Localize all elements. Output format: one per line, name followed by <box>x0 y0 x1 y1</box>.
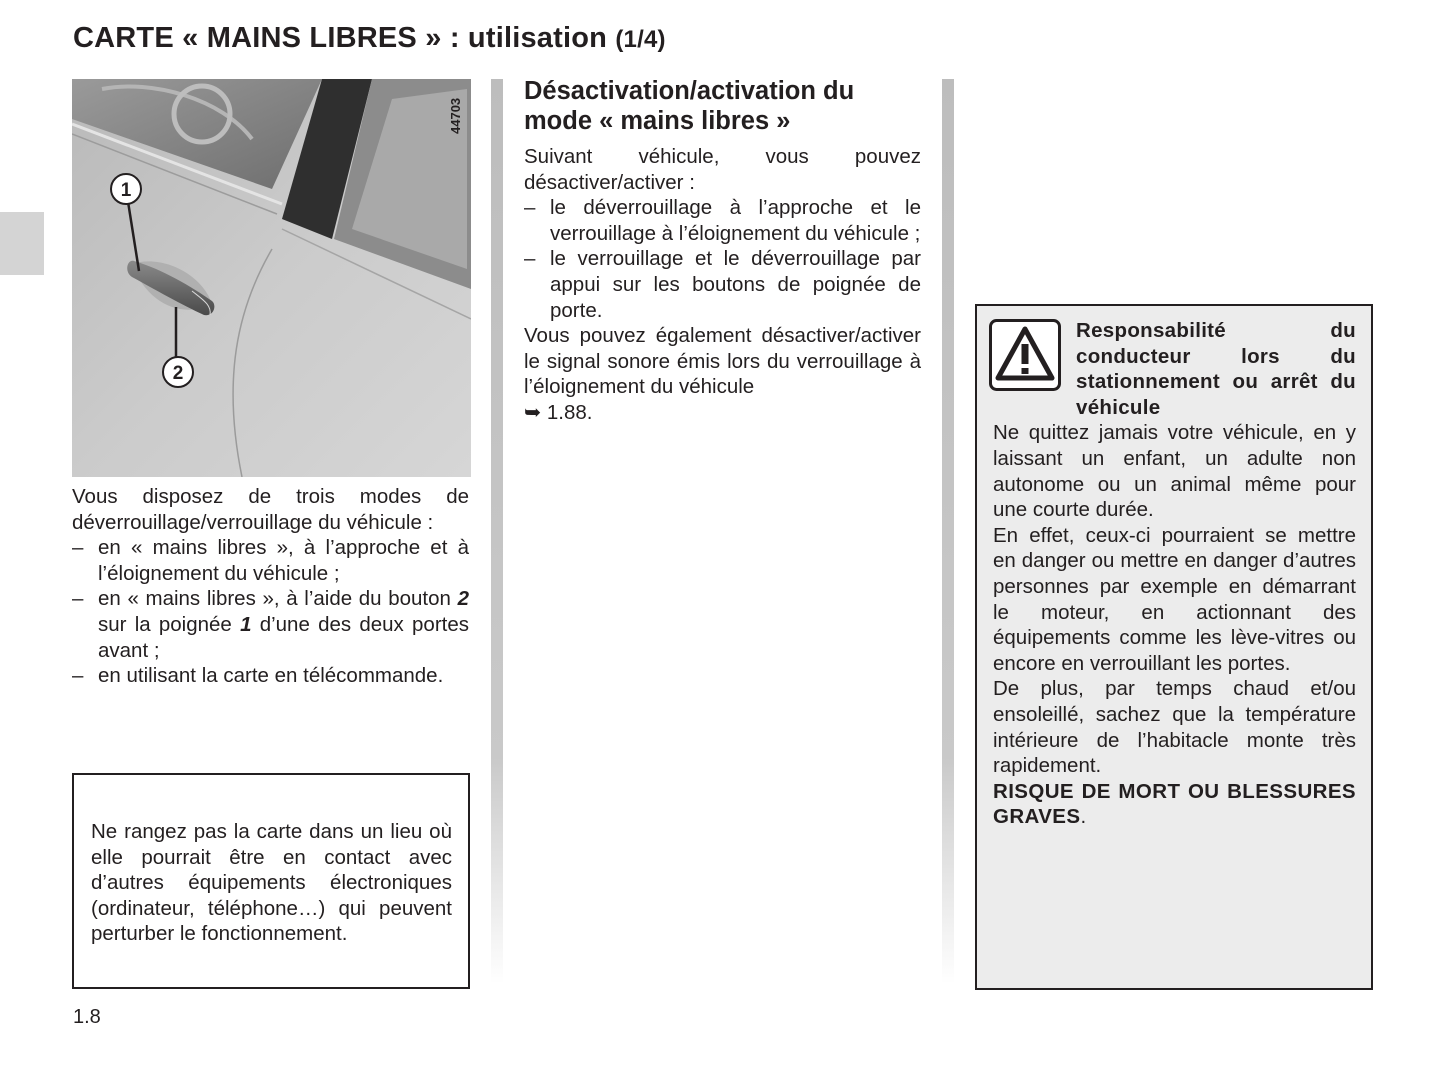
warning-paragraph: De plus, par temps chaud et/ou ensoleillé, sachez que la température intérieure de l’habitacle monte très rapidement. <box>993 677 1356 778</box>
section-heading: Désactivation/activation du mode « mains libres » <box>524 77 855 135</box>
list-item <box>72 663 469 689</box>
note-text: Ne rangez pas la carte dans un lieu où elle pourrait être en contact avec d’autres équipements électroniques (ordinateur, téléphone…) qui peuvent perturber le fonctionnement. <box>91 820 452 946</box>
section-intro: Suivant véhicule, vous pouvez désactiver/activer : <box>524 145 921 194</box>
list-item <box>72 535 469 586</box>
modes-intro: Vous disposez de trois modes de déverrouillage/verrouillage du véhicule : <box>72 485 469 534</box>
handle-reference: 1 <box>240 612 252 636</box>
list-item <box>72 586 469 663</box>
outro-text: Vous pouvez également désactiver/activer le signal sonore émis lors du verrouillage à l’éloignement du véhicule <box>524 324 921 399</box>
warning-risk: RISQUE DE MORT OU BLESSURES GRAVES <box>993 779 1356 829</box>
list-dash: – <box>524 196 536 220</box>
warning-paragraph: Ne quittez jamais votre véhicule, en y laissant un enfant, un adulte non autonome ou un animal même pour une courte durée. <box>993 421 1356 522</box>
list-item-text: le verrouillage et le déverrouillage par appui sur les boutons de poignée de porte. <box>550 247 921 322</box>
modes-list <box>72 535 469 689</box>
door-handle-figure <box>72 79 471 477</box>
page-title-main: CARTE « MAINS LIBRES » : utilisation <box>73 22 608 54</box>
section-outro <box>524 323 921 425</box>
chapter-tab <box>0 212 44 275</box>
button-reference: 2 <box>457 587 469 611</box>
callout-2-label: 2 <box>172 363 184 384</box>
warning-triangle-icon <box>989 319 1061 391</box>
column-separator-right <box>942 79 954 984</box>
figure-reference-code: 44703 <box>448 97 463 134</box>
callout-1-label: 1 <box>120 180 132 201</box>
list-item <box>524 246 921 323</box>
warning-risk-line <box>993 779 1356 830</box>
door-handle-illustration <box>72 79 471 477</box>
column-separator-left <box>491 79 503 984</box>
list-item-text: en « mains libres », à l’approche et à l’éloignement du véhicule ; <box>98 536 469 585</box>
cross-reference-arrow-icon: ➥ <box>524 400 542 424</box>
list-item-text: en utilisant la carte en télécommande. <box>98 664 444 688</box>
page-title-suffix: (1/4) <box>615 26 666 53</box>
card-storage-note <box>72 773 470 989</box>
list-dash: – <box>72 664 84 688</box>
left-column-text <box>72 484 469 689</box>
list-item-text: sur la poignée <box>98 612 241 636</box>
list-dash: – <box>72 587 84 611</box>
deactivation-list <box>524 195 921 323</box>
warning-paragraph: En effet, ceux-ci pourraient se mettre en danger ou mettre en danger d’autres personnes par exemple en démarrant le moteur, en actionnant des équipements comme les lève-vitres ou encore en verrouillant les portes. <box>993 523 1356 675</box>
list-item-text: le déverrouillage à l’approche et le verrouillage à l’éloignement du véhicule ; <box>550 196 921 245</box>
list-item <box>524 195 921 246</box>
warning-box <box>975 304 1373 990</box>
warning-risk-end: . <box>1080 805 1087 829</box>
list-item-text: d’une des deux portes avant ; <box>98 612 469 662</box>
page-title <box>73 22 666 55</box>
list-dash: – <box>524 247 536 271</box>
page-number: 1.8 <box>73 1006 101 1028</box>
warning-title: Responsabilité du conducteur lors du stationnement ou arrêt du véhicule <box>1076 319 1356 419</box>
list-dash: – <box>72 536 84 560</box>
middle-column <box>524 76 921 426</box>
list-item-text: en « mains libres », à l’aide du bouton <box>98 587 458 611</box>
cross-reference-link[interactable]: 1.88. <box>546 400 593 424</box>
